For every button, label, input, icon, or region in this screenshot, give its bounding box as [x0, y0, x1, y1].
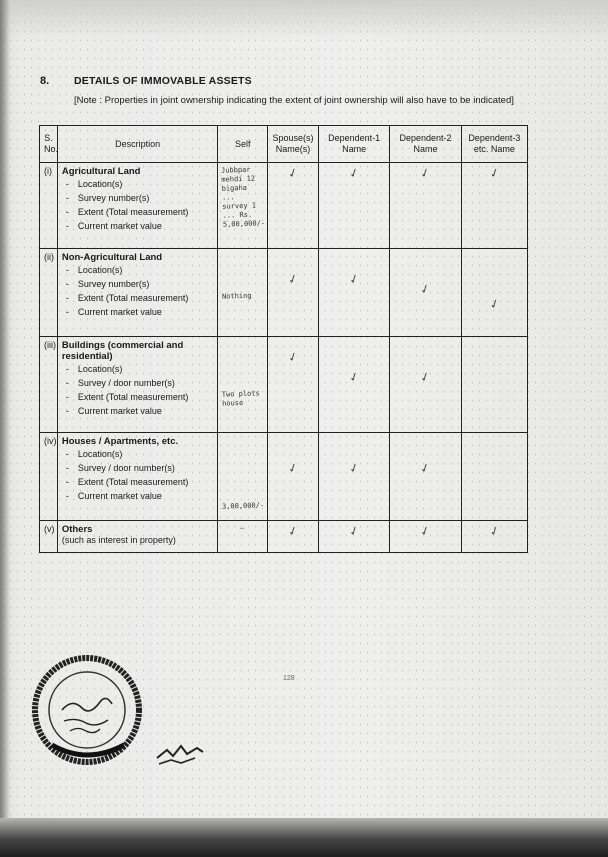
row-description: [57, 521, 218, 553]
row-title: Non-Agricultural Land: [61, 252, 163, 263]
list-item: - Survey number(s): [62, 279, 214, 290]
header-dependent-3: Dependent-3 etc. Name: [461, 126, 527, 163]
row-self-value: [218, 337, 268, 433]
tick-mark: ✓: [347, 522, 362, 540]
table-row: [40, 163, 528, 249]
tick-mark: ✓: [487, 295, 502, 313]
list-item: - Survey / door number(s): [62, 463, 214, 474]
list-item: - Current market value: [62, 307, 214, 318]
list-item: - Extent (Total measurement): [62, 293, 214, 304]
scan-bottom-shadow: [0, 818, 608, 857]
row-title: Buildings (commercial and residential): [61, 340, 184, 362]
row-dependent-3-value: [461, 521, 527, 553]
list-item: - Location(s): [62, 364, 214, 375]
handwritten-entry: Jubbpar mehdi 12 bigaha ... survey 1 ... Rs. 5,00,000/-: [221, 165, 266, 229]
list-item: - Location(s): [62, 449, 214, 460]
row-title: Agricultural Land: [61, 166, 141, 177]
list-item: - Extent (Total measurement): [62, 392, 214, 403]
row-dependent-2-value: [390, 249, 461, 337]
header-spouse: Spouse(s) Name(s): [268, 126, 319, 163]
tick-mark: ✓: [347, 459, 362, 477]
row-dependent-2-value: [390, 337, 461, 433]
table-row: [40, 521, 528, 553]
section-title: DETAILS OF IMMOVABLE ASSETS: [74, 75, 252, 87]
row-dependent-3-value: [461, 163, 527, 249]
row-dependent-1-value: [319, 433, 390, 521]
tick-mark: ✓: [487, 164, 502, 182]
tick-mark: ✓: [347, 368, 362, 386]
row-self-value: [218, 433, 268, 521]
list-item: - Location(s): [62, 265, 214, 276]
row-dependent-2-value: [390, 433, 461, 521]
row-sno: (i): [40, 163, 58, 249]
table-row: [40, 433, 528, 521]
row-subtitle: (such as interest in property): [61, 535, 176, 545]
section-note: [Note : Properties in joint ownership indicating the extent of joint ownership will also have to be indicated]: [74, 95, 514, 106]
row-sno: (iv): [40, 433, 58, 521]
row-description: [57, 433, 218, 521]
row-description: [57, 163, 218, 249]
table-row: [40, 337, 528, 433]
row-self-value: [218, 249, 268, 337]
row-spouse-value: [268, 433, 319, 521]
tick-mark: ✓: [418, 522, 433, 540]
row-dependent-2-value: [390, 163, 461, 249]
list-item: - Current market value: [62, 406, 214, 417]
handwritten-entry: —: [240, 523, 245, 533]
list-item: - Extent (Total measurement): [62, 477, 214, 488]
list-item: - Current market value: [62, 491, 214, 502]
tick-mark: ✓: [285, 459, 301, 477]
row-dependent-1-value: [319, 249, 390, 337]
handwritten-entry: Nothing: [222, 291, 252, 301]
table-header-row: [40, 126, 528, 163]
tick-mark: ✓: [487, 522, 502, 540]
row-sno: (ii): [40, 249, 58, 337]
row-dependent-3-value: [461, 337, 527, 433]
row-description: [57, 337, 218, 433]
tick-mark: ✓: [285, 522, 301, 540]
row-dependent-1-value: [319, 337, 390, 433]
header-dependent-2: Dependent-2 Name: [390, 126, 461, 163]
handwritten-entry: Two plots house: [222, 389, 261, 408]
tick-mark: ✓: [285, 270, 301, 288]
header-sno: S. No.: [40, 126, 58, 163]
tick-mark: ✓: [418, 164, 433, 182]
list-item: - Survey / door number(s): [62, 378, 214, 389]
row-sno: (iii): [40, 337, 58, 433]
header-dependent-1: Dependent-1 Name: [319, 126, 390, 163]
row-spouse-value: [268, 249, 319, 337]
tick-mark: ✓: [285, 348, 301, 366]
list-item: - Extent (Total measurement): [62, 207, 214, 218]
section-number: 8.: [40, 75, 50, 87]
tick-mark: ✓: [347, 164, 362, 182]
scan-shadow-top: [0, 0, 608, 40]
row-title: Others: [61, 524, 93, 535]
tick-mark: ✓: [347, 270, 362, 288]
row-description: [57, 249, 218, 337]
list-item: - Current market value: [62, 221, 214, 232]
row-dependent-1-value: [319, 163, 390, 249]
row-self-value: [218, 521, 268, 553]
tick-mark: ✓: [418, 280, 433, 298]
tick-mark: ✓: [418, 368, 433, 386]
tick-mark: ✓: [418, 459, 433, 477]
row-self-value: [218, 163, 268, 249]
handwritten-entry: 3,00,000/-: [222, 501, 265, 511]
row-dependent-1-value: [319, 521, 390, 553]
row-dependent-3-value: [461, 433, 527, 521]
official-seal-stamp: [32, 655, 142, 765]
row-title: Houses / Apartments, etc.: [61, 436, 179, 447]
tick-mark: ✓: [285, 164, 301, 182]
list-item: - Location(s): [62, 179, 214, 190]
signature-scribble: [155, 728, 205, 768]
header-self: Self: [218, 126, 268, 163]
header-description: Description: [57, 126, 218, 163]
immovable-assets-table: [39, 125, 528, 553]
scan-edge-left: [0, 0, 10, 857]
row-dependent-2-value: [390, 521, 461, 553]
table-row: [40, 249, 528, 337]
row-sno: (v): [40, 521, 58, 553]
page-number: 128: [283, 675, 295, 682]
row-spouse-value: [268, 337, 319, 433]
row-dependent-3-value: [461, 249, 527, 337]
row-spouse-value: [268, 163, 319, 249]
list-item: - Survey number(s): [62, 193, 214, 204]
row-spouse-value: [268, 521, 319, 553]
